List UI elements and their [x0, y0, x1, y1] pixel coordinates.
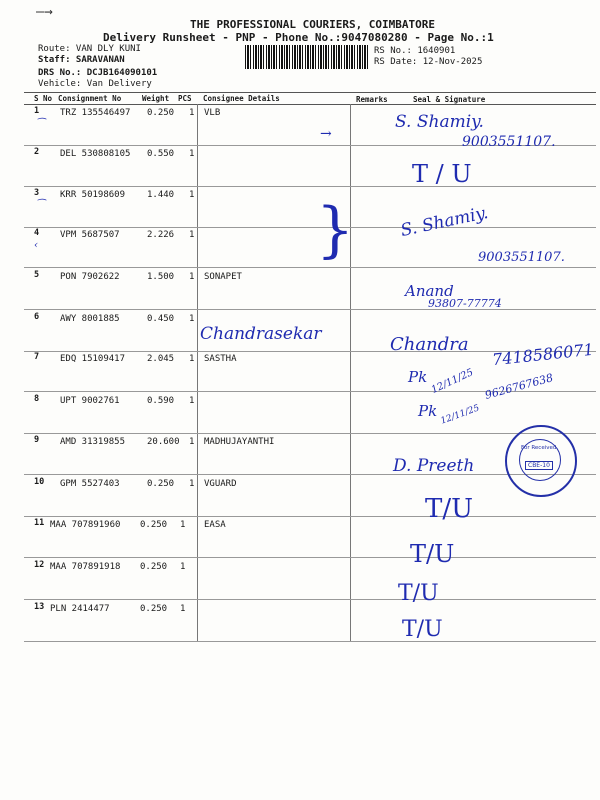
seal-received-text: For Received: [521, 445, 557, 451]
table-cell-weight: 1.500: [147, 272, 175, 282]
tick-mark-icon: ⁀: [36, 200, 45, 211]
table-cell-consignment: TRZ 135546497: [60, 108, 131, 118]
sheet-title: Delivery Runsheet - PNP - Phone No.:9047080280 - Page No.:1: [103, 31, 494, 44]
table-cell-consignment: DEL 530808105: [60, 149, 131, 159]
brace-icon: }: [316, 195, 355, 265]
remark-row-12: T/U: [398, 581, 439, 606]
table-cell-consignment: VPM 5687507: [60, 230, 120, 240]
table-cell-sno: 10: [34, 477, 45, 487]
table-cell-consignee: EASA: [204, 520, 226, 530]
date-row-7: 12/11/25: [429, 367, 476, 396]
table-cell-sno: 11: [34, 518, 45, 528]
table-row: [0, 516, 600, 557]
table-cell-pcs: 1: [189, 437, 195, 447]
vehicle-label: Vehicle: Van Delivery: [38, 79, 152, 89]
tick-mark-icon: ‹: [34, 240, 38, 251]
table-row: [0, 392, 600, 433]
table-cell-sno: 13: [34, 602, 45, 612]
phone-row-1: 9003551107.: [462, 134, 556, 150]
table-cell-pcs: 1: [180, 520, 186, 530]
signature-row-4: S. Shamiy.: [398, 202, 490, 242]
table-cell-sno: 3: [34, 188, 40, 198]
table-row: [0, 475, 600, 516]
table-cell-weight: 0.250: [147, 479, 175, 489]
table-cell-consignment: PLN 2414477: [50, 604, 110, 614]
table-cell-consignment: KRR 50198609: [60, 190, 126, 200]
table-cell-pcs: 1: [189, 149, 195, 159]
table-cell-sno: 1: [34, 106, 40, 116]
table-cell-consignment: AWY 8001885: [60, 314, 120, 324]
consignee-row-6: Chandrasekar: [200, 324, 322, 344]
table-cell-sno: 4: [34, 228, 40, 238]
table-cell-consignee: VLB: [204, 108, 221, 118]
table-cell-consignment: PON 7902622: [60, 272, 120, 282]
phone-row-7: 7418586071: [491, 339, 595, 370]
table-cell-weight: 2.045: [147, 354, 175, 364]
table-cell-weight: 0.250: [147, 108, 175, 118]
company-name: THE PROFESSIONAL COURIERS, COIMBATORE: [190, 18, 436, 31]
remark-row-2: T / U: [412, 160, 472, 188]
remark-row-10: T/U: [425, 494, 474, 524]
row-rule: [24, 641, 596, 642]
remark-row-11: T/U: [410, 540, 455, 568]
table-cell-pcs: 1: [180, 562, 186, 572]
table-cell-consignment: MAA 707891960: [50, 520, 121, 530]
initials-row-7: Pk: [408, 368, 428, 386]
company-seal: [505, 425, 577, 497]
table-cell-consignment: EDQ 15109417: [60, 354, 126, 364]
drs-number: DRS No.: DCJB164090101: [38, 68, 158, 78]
rs-number: RS No.: 1640901: [374, 46, 456, 56]
table-cell-consignee: MADHUJAYANTHI: [204, 437, 275, 447]
phone-row-5: 93807-77774: [428, 297, 502, 310]
table-row: [0, 600, 600, 641]
tick-mark-icon: ⁀: [36, 119, 45, 130]
table-cell-pcs: 1: [189, 479, 195, 489]
table-cell-consignment: UPT 9002761: [60, 396, 120, 406]
header-rule-top: [24, 92, 596, 93]
arrow-icon: →: [320, 126, 332, 142]
col-weight: Weight: [142, 94, 170, 103]
table-cell-sno: 9: [34, 435, 40, 445]
col-remarks: Remarks: [356, 95, 388, 104]
table-cell-pcs: 1: [189, 230, 195, 240]
route-label: Route: VAN DLY KUNI: [38, 44, 141, 54]
rs-date: RS Date: 12-Nov-2025: [374, 57, 483, 67]
table-cell-weight: 0.250: [140, 604, 168, 614]
phone-row-4: 9003551107.: [478, 250, 565, 265]
table-cell-weight: 0.250: [140, 562, 168, 572]
table-row: [0, 268, 600, 309]
initials-row-8: Pk: [418, 402, 438, 420]
table-cell-sno: 8: [34, 394, 40, 404]
table-cell-consignment: GPM 5527403: [60, 479, 120, 489]
seal-city: CBE-10: [525, 461, 553, 470]
table-cell-weight: 0.590: [147, 396, 175, 406]
signature-row-1: S. Shamiy.: [395, 112, 484, 132]
staff-label: Staff: SARAVANAN: [38, 55, 125, 65]
table-cell-weight: 0.450: [147, 314, 175, 324]
table-cell-weight: 20.600: [147, 437, 180, 447]
table-cell-pcs: 1: [180, 604, 186, 614]
date-row-8: 12/11/25: [439, 403, 481, 427]
barcode: [245, 45, 370, 69]
table-cell-sno: 12: [34, 560, 45, 570]
table-row: [0, 145, 600, 186]
table-cell-weight: 1.440: [147, 190, 175, 200]
signature-row-7: Chandra: [390, 334, 469, 355]
col-pcs: PCS: [178, 94, 192, 103]
col-consignment: Consignment No: [58, 94, 122, 103]
table-cell-consignee: SASTHA: [204, 354, 237, 364]
signature-row-9: D. Preeth: [393, 456, 475, 476]
col-sno: S No: [34, 94, 53, 103]
signature-row-5: Anand: [405, 282, 454, 300]
remark-row-13: T/U: [402, 617, 443, 642]
table-row: [0, 558, 600, 599]
table-cell-pcs: 1: [189, 190, 195, 200]
pen-mark-icon: —→: [36, 4, 53, 20]
table-cell-pcs: 1: [189, 272, 195, 282]
col-seal: Seal & Signature: [413, 95, 486, 104]
table-cell-pcs: 1: [189, 314, 195, 324]
table-cell-weight: 2.226: [147, 230, 175, 240]
table-cell-pcs: 1: [189, 108, 195, 118]
table-cell-consignment: AMD 31319855: [60, 437, 126, 447]
phone-row-8: 9626767638: [483, 371, 555, 402]
table-cell-pcs: 1: [189, 354, 195, 364]
table-cell-sno: 6: [34, 312, 40, 322]
table-cell-weight: 0.250: [140, 520, 168, 530]
table-cell-pcs: 1: [189, 396, 195, 406]
table-cell-sno: 2: [34, 147, 40, 157]
col-consignee: Consignee Details: [203, 94, 280, 103]
table-cell-sno: 5: [34, 270, 40, 280]
table-cell-consignee: SONAPET: [204, 272, 242, 282]
table-row: [0, 186, 600, 227]
table-cell-weight: 0.550: [147, 149, 175, 159]
table-cell-consignment: MAA 707891918: [50, 562, 121, 572]
table-cell-sno: 7: [34, 352, 40, 362]
table-cell-consignee: VGUARD: [204, 479, 237, 489]
